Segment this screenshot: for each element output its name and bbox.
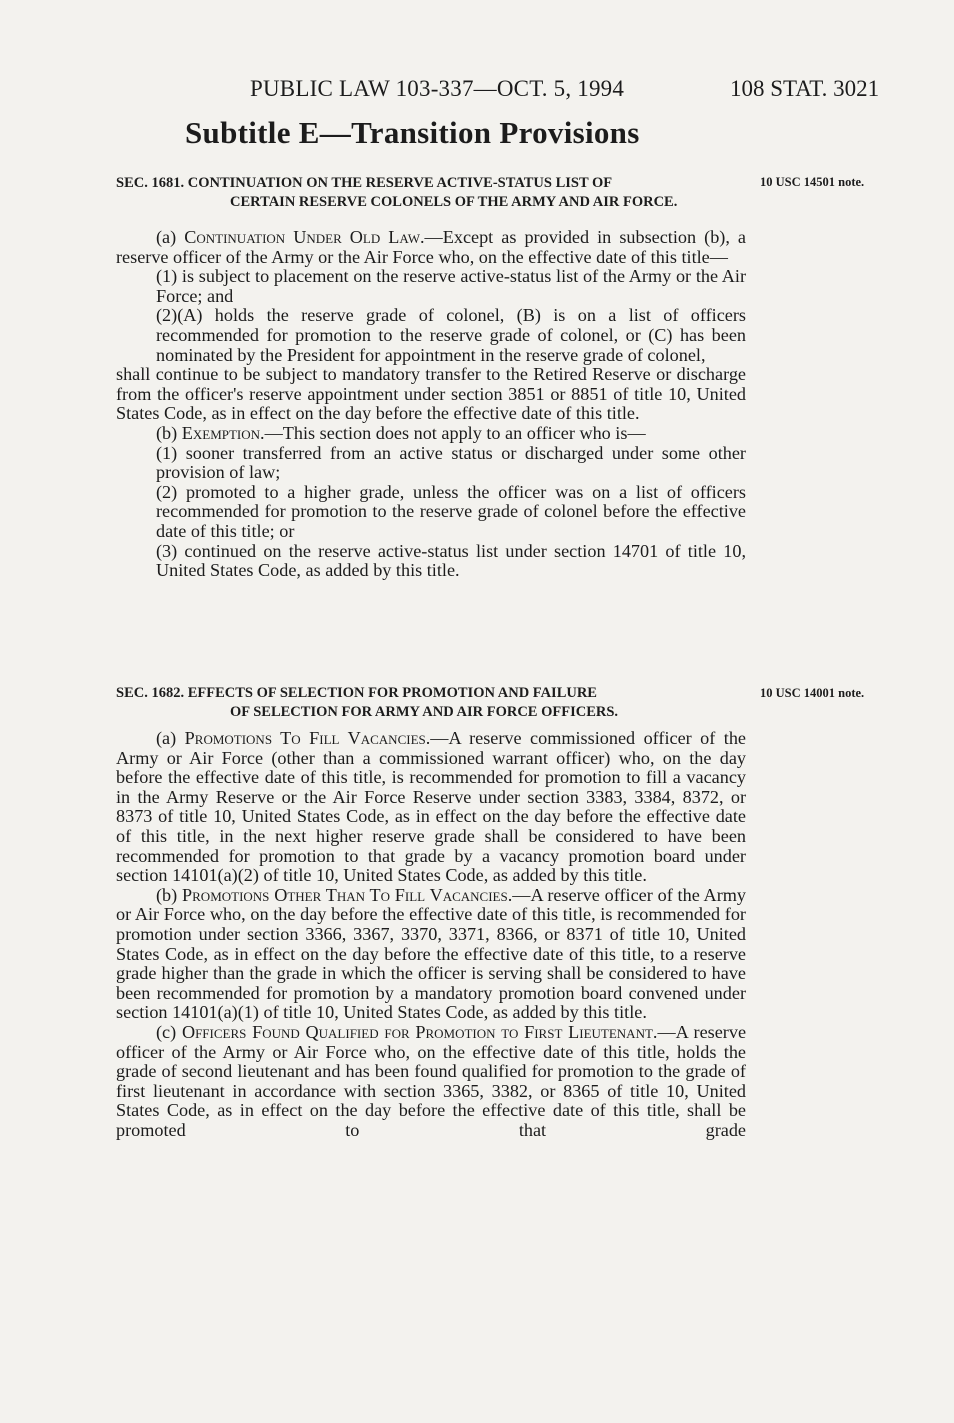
- section-1682-title-2: OF SELECTION FOR ARMY AND AIR FORCE OFFICERS.: [230, 704, 619, 720]
- section-1682-heading: [116, 684, 746, 722]
- running-header-law: PUBLIC LAW 103-337—OCT. 5, 1994: [250, 76, 625, 101]
- section-1681-label: SEC. 1681.: [116, 175, 185, 191]
- section-1682-title-1: EFFECTS OF SELECTION FOR PROMOTION AND FAILURE: [187, 685, 597, 701]
- para-1681-b: (b) Exemption.—This section does not apply to an officer who is—: [156, 422, 646, 443]
- para-1682-b-heading: Promotions Other Than To Fill Vacancies.: [182, 884, 513, 905]
- para-1681-b-heading: Exemption.: [181, 422, 265, 443]
- para-1682-a-heading: Promotions To Fill Vacancies.: [184, 728, 431, 748]
- para-1682-c: (c) Officers Found Qualified for Promotion to First Lieutenant.—A reserve officer of the Army or Air Force who, on the effective date of this title, holds the grade of second lieutenant and has been found qualified for promotion to the grade of first lieutenant in accordance with section 3365, 3382, or 8365 of title 10, United States Code, as in effect on the day before the effective date of this title, shall be promoted to that grade: [116, 1021, 747, 1140]
- para-1681-a-2: (2)(A) holds the reserve grade of colonel, (B) is on a list of officers recommended for promotion to the reserve grade of colonel, or (C) has been nominated by the President for appointment in the reserve grade of colonel,: [156, 305, 746, 365]
- section-1682-label: SEC. 1682.: [116, 685, 185, 701]
- section-1681: [116, 174, 746, 581]
- para-1681-a: (a) Continuation Under Old Law.—Except as provided in subsection (b), a reserve officer of the Army or the Air Force who, on the effective date of this title—: [116, 227, 746, 267]
- section-1681-title-2: CERTAIN RESERVE COLONELS OF THE ARMY AND AIR FORCE.: [230, 194, 678, 210]
- para-1682-c-text: —A reserve officer of the Army or Air Force who, on the effective date of this title, holds the grade of second lieutenant and has been found qualified for promotion to the grade of first lieutenant in accordance with section 3365, 3382, or 8365 of title 10, United States Code, as in effect on the day before the effective date of this title, shall be promoted to that grade: [116, 1021, 747, 1140]
- section-1682: [116, 684, 746, 1140]
- margin-note-1682: 10 USC 14001 note.: [760, 686, 865, 700]
- para-1682-b: (b) Promotions Other Than To Fill Vacancies.—A reserve officer of the Army or Air Force who, on the day before the effective date of this title, is recommended for promotion under section 3366, 3367, 3370, 3371, 8366, or 8371 of title 10, United States Code, as in effect on the day before the effective date of this title, to a reserve grade higher than the grade in which the officer is serving shall be considered to have been recommended for promotion by a mandatory promotion board convened under section 14101(a)(1) of title 10, United States Code, as added by this title.: [116, 884, 746, 1023]
- subtitle-heading: Subtitle E—Transition Provisions: [185, 115, 640, 150]
- para-1681-a-1: (1) is subject to placement on the reserve active-status list of the Army or the Air Force; and: [156, 266, 746, 306]
- running-header-stat: 108 STAT. 3021: [730, 76, 880, 101]
- para-1681-b-1: (1) sooner transferred from an active status or discharged under some other provision of law;: [156, 442, 746, 483]
- margin-note-1681: 10 USC 14501 note.: [760, 175, 865, 189]
- section-1681-title-1: CONTINUATION ON THE RESERVE ACTIVE-STATUS LIST OF: [187, 175, 613, 191]
- para-1681-b-text: —This section does not apply to an officer who is—: [264, 422, 646, 443]
- para-1682-a-text: —A reserve commissioned officer of the Army or Air Force (other than a commissioned warrant officer) who, on the day before the effective date of this title, is recommended for promotion to fill a vacancy in the Army Reserve or the Air Force Reserve under section 3383, 3384, 8372, or 8373 of title 10, United States Code, as in effect on the day before the effective date of this title, in the next higher reserve grade shall be considered to have been recommended for promotion to that grade by a vacancy promotion board under section 14101(a)(2) of title 10, United States Code, as added by this title.: [116, 728, 746, 886]
- section-1681-heading: [116, 174, 746, 212]
- para-1681-b-2: (2) promoted to a higher grade, unless the officer was on a list of officers recommended for promotion to the reserve grade of colonel before the effective date of this title; or: [156, 481, 746, 541]
- para-1681-a-heading: Continuation Under Old Law.: [184, 227, 425, 247]
- para-1682-b-text: —A reserve officer of the Army or Air Force who, on the day before the effective date of this title, is recommended for promotion under section 3366, 3367, 3370, 3371, 8366, or 8371 of title 10, United States Code, as in effect on the day before the effective date of this title, to a reserve grade higher than the grade in which the officer is serving shall be considered to have been recommended for promotion by a mandatory promotion board convened under section 14101(a)(1) of title 10, United States Code, as added by this title.: [116, 884, 746, 1023]
- para-1681-a-text: —Except as provided in subsection (b), a reserve officer of the Army or the Air Force who, on the effective date of this title—: [116, 227, 746, 267]
- para-1682-a: (a) Promotions To Fill Vacancies.—A reserve commissioned officer of the Army or Air Force (other than a commissioned warrant officer) who, on the day before the effective date of this title, is recommended for promotion to fill a vacancy in the Army Reserve or the Air Force Reserve under section 3383, 3384, 8372, or 8373 of title 10, United States Code, as in effect on the day before the effective date of this title, in the next higher reserve grade shall be considered to have been recommended for promotion to that grade by a vacancy promotion board under section 14101(a)(2) of title 10, United States Code, as added by this title.: [116, 728, 746, 886]
- para-1681-a-tail: shall continue to be subject to mandatory transfer to the Retired Reserve or discharge from the officer's reserve appointment under section 3851 or 8851 of title 10, United States Code, as in effect on the day before the effective date of this title.: [116, 364, 746, 424]
- para-1682-c-heading: Officers Found Qualified for Promotion to First Lieutenant.: [181, 1021, 658, 1042]
- para-1681-b-3: (3) continued on the reserve active-status list under section 14701 of title 10, United States Code, as added by this title.: [156, 540, 746, 581]
